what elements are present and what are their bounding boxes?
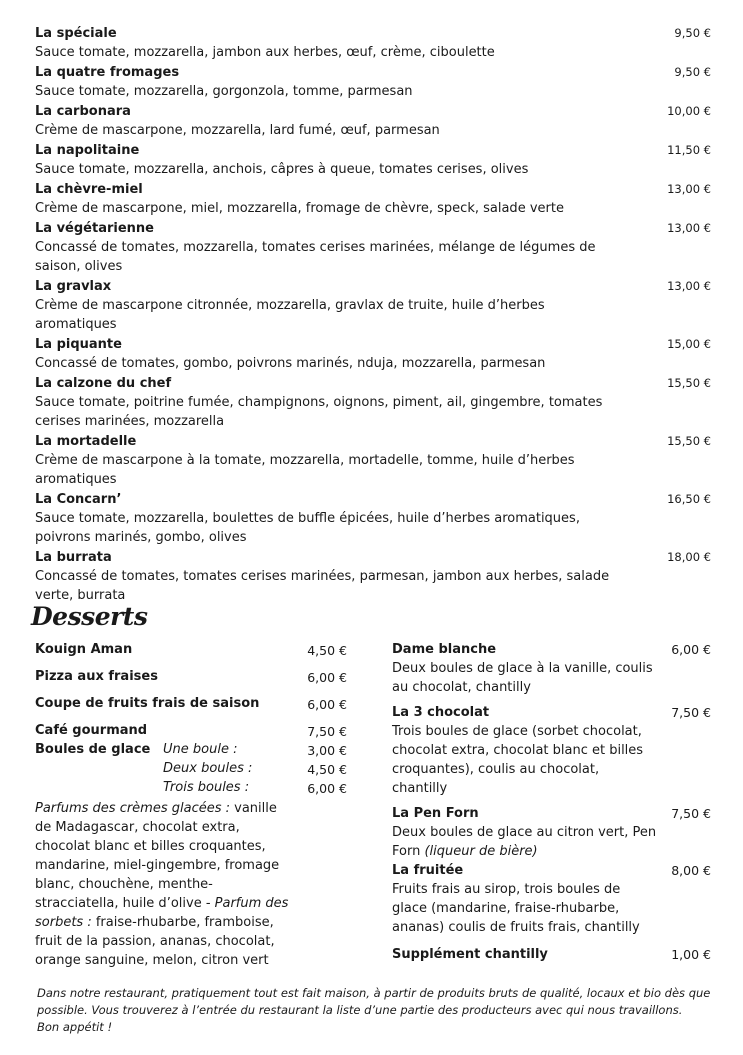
boules-option-price: 6,00 € <box>307 781 347 796</box>
boules-option-price: 4,50 € <box>307 762 347 777</box>
dessert-price: 4,50 € <box>307 643 347 658</box>
pizza-item <box>35 432 711 489</box>
dessert-name: Dame blanche <box>392 642 497 657</box>
parfums-list <box>35 799 290 970</box>
pizza-price: 15,50 € <box>667 434 711 448</box>
pizza-price: 9,50 € <box>674 65 711 79</box>
pizza-price: 13,00 € <box>667 182 711 196</box>
dessert-price: 1,00 € <box>671 947 711 962</box>
pizza-name: La gravlax <box>35 279 112 294</box>
footer-note <box>37 985 717 1036</box>
dessert-item <box>392 804 711 861</box>
footer-greeting: Bon appétit ! <box>37 1020 113 1034</box>
pizza-name: La piquante <box>35 337 122 352</box>
dessert-item <box>35 667 347 694</box>
dessert-description: Fruits frais au sirop, trois boules de glace (mandarine, fraise-rhubarbe, ananas) coulis de fruits frais, chantilly <box>392 882 640 935</box>
pizza-description: Concassé de tomates, gombo, poivrons marinés, nduja, mozzarella, parmesan <box>35 356 546 371</box>
pizza-price: 16,50 € <box>667 492 711 506</box>
dessert-item <box>35 640 347 667</box>
pizza-description: Sauce tomate, mozzarella, jambon aux herbes, œuf, crème, ciboulette <box>35 45 495 60</box>
dessert-description: Trois boules de glace (sorbet chocolat, chocolat extra, chocolat blanc et billes croquantes), coulis au chocolat, chantilly <box>392 724 644 796</box>
pizza-description: Crème de mascarpone, miel, mozzarella, fromage de chèvre, speck, salade verte <box>35 201 564 216</box>
dessert-name: Kouign Aman <box>35 642 133 657</box>
dessert-item <box>392 861 711 937</box>
pizza-price: 11,50 € <box>667 143 711 157</box>
pizza-item <box>35 335 711 373</box>
pizza-item <box>35 102 711 140</box>
pizza-description: Sauce tomate, mozzarella, gorgonzola, tomme, parmesan <box>35 84 413 99</box>
pizza-item <box>35 63 711 101</box>
dessert-description: Deux boules de glace à la vanille, coulis au chocolat, chantilly <box>392 661 653 695</box>
pizza-name: La quatre fromages <box>35 65 180 80</box>
boules-title: Boules de glace <box>35 742 151 757</box>
pizza-item <box>35 374 711 431</box>
pizza-name: La chèvre-miel <box>35 182 143 197</box>
desserts-right-column <box>392 640 711 970</box>
dessert-name: La fruitée <box>392 863 464 878</box>
pizza-price: 9,50 € <box>674 26 711 40</box>
pizza-price: 15,00 € <box>667 337 711 351</box>
pizza-name: La burrata <box>35 550 112 565</box>
dessert-name: La Pen Forn <box>392 806 479 821</box>
footer-text: Dans notre restaurant, pratiquement tout est fait maison, à partir de produits bruts de qualité, locaux et bio dès que possible. Vous trouverez à l’entrée du restaurant la liste d’une partie des producteurs avec qui nous travaillons. <box>37 986 711 1017</box>
dessert-price: 6,00 € <box>307 697 347 712</box>
boules-option <box>35 740 347 759</box>
pizza-price: 10,00 € <box>667 104 711 118</box>
parfums-label: Parfums des crèmes glacées : <box>35 801 231 816</box>
desserts-left-column <box>35 640 347 970</box>
dessert-item <box>35 694 347 721</box>
sorbets-label: Parfum des sorbets : <box>35 896 289 930</box>
pizza-price: 15,50 € <box>667 376 711 390</box>
dessert-price: 6,00 € <box>671 642 711 657</box>
pizza-description: Sauce tomate, mozzarella, boulettes de buffle épicées, huile d’herbes aromatiques, poivrons marinés, gombo, olives <box>35 511 580 545</box>
dessert-description-note: (liqueur de bière) <box>424 844 538 859</box>
boules-de-glace <box>35 740 347 797</box>
boules-option <box>35 778 347 797</box>
pizza-item <box>35 490 711 547</box>
dessert-description <box>392 823 657 861</box>
pizza-item <box>35 548 711 605</box>
pizza-item <box>35 24 711 62</box>
dessert-item <box>392 640 711 697</box>
pizza-item <box>35 180 711 218</box>
pizza-description: Concassé de tomates, tomates cerises marinées, parmesan, jambon aux herbes, salade verte, burrata <box>35 569 610 603</box>
dessert-name: Pizza aux fraises <box>35 669 158 684</box>
pizza-name: La calzone du chef <box>35 376 172 391</box>
pizza-description: Crème de mascarpone citronnée, mozzarella, gravlax de truite, huile d’herbes aromatiques <box>35 298 545 332</box>
pizza-item <box>35 277 711 334</box>
dessert-price: 7,50 € <box>307 724 347 739</box>
pizza-description: Sauce tomate, mozzarella, anchois, câpres à queue, tomates cerises, olives <box>35 162 529 177</box>
dessert-price: 6,00 € <box>307 670 347 685</box>
dessert-item <box>392 703 711 798</box>
boules-option-label: Trois boules : <box>163 780 250 795</box>
dessert-item <box>35 721 347 740</box>
sorbets-text: fraise-rhubarbe, framboise, fruit de la passion, ananas, chocolat, orange sanguine, melon, citron vert <box>35 915 275 968</box>
pizza-description: Sauce tomate, poitrine fumée, champignons, oignons, piment, ail, gingembre, tomates cerises marinées, mozzarella <box>35 395 603 429</box>
boules-option-label: Une boule : <box>163 742 238 757</box>
dessert-name: Supplément chantilly <box>392 947 548 962</box>
boules-option-label: Deux boules : <box>163 761 253 776</box>
pizza-name: La mortadelle <box>35 434 137 449</box>
parfums-text: vanille de Madagascar, chocolat extra, chocolat blanc et billes croquantes, mandarine, miel-gingembre, fromage blanc, chouchène, menthe-stracciatella, huile d’olive - <box>35 801 280 911</box>
dessert-price: 7,50 € <box>671 705 711 720</box>
pizza-name: La spéciale <box>35 26 117 41</box>
pizza-item <box>35 219 711 276</box>
boules-option-price: 3,00 € <box>307 743 347 758</box>
pizza-price: 13,00 € <box>667 221 711 235</box>
pizza-name: La carbonara <box>35 104 131 119</box>
dessert-price: 8,00 € <box>671 863 711 878</box>
desserts-heading: Desserts <box>31 602 148 631</box>
boules-option <box>35 759 347 778</box>
dessert-description-text: Deux boules de glace au citron vert, Pen Forn <box>392 825 657 859</box>
dessert-price: 7,50 € <box>671 806 711 821</box>
pizza-description: Crème de mascarpone à la tomate, mozzarella, mortadelle, tomme, huile d’herbes aromatiques <box>35 453 575 487</box>
pizza-description: Concassé de tomates, mozzarella, tomates cerises marinées, mélange de légumes de saison, olives <box>35 240 596 274</box>
pizza-list <box>35 24 711 606</box>
pizza-price: 18,00 € <box>667 550 711 564</box>
pizza-item <box>35 141 711 179</box>
dessert-item <box>392 945 711 964</box>
pizza-name: La végétarienne <box>35 221 154 236</box>
pizza-name: La napolitaine <box>35 143 140 158</box>
dessert-name: Café gourmand <box>35 723 148 738</box>
dessert-name: Coupe de fruits frais de saison <box>35 696 260 711</box>
pizza-name: La Concarn’ <box>35 492 122 507</box>
dessert-name: La 3 chocolat <box>392 705 490 720</box>
pizza-description: Crème de mascarpone, mozzarella, lard fumé, œuf, parmesan <box>35 123 440 138</box>
pizza-price: 13,00 € <box>667 279 711 293</box>
